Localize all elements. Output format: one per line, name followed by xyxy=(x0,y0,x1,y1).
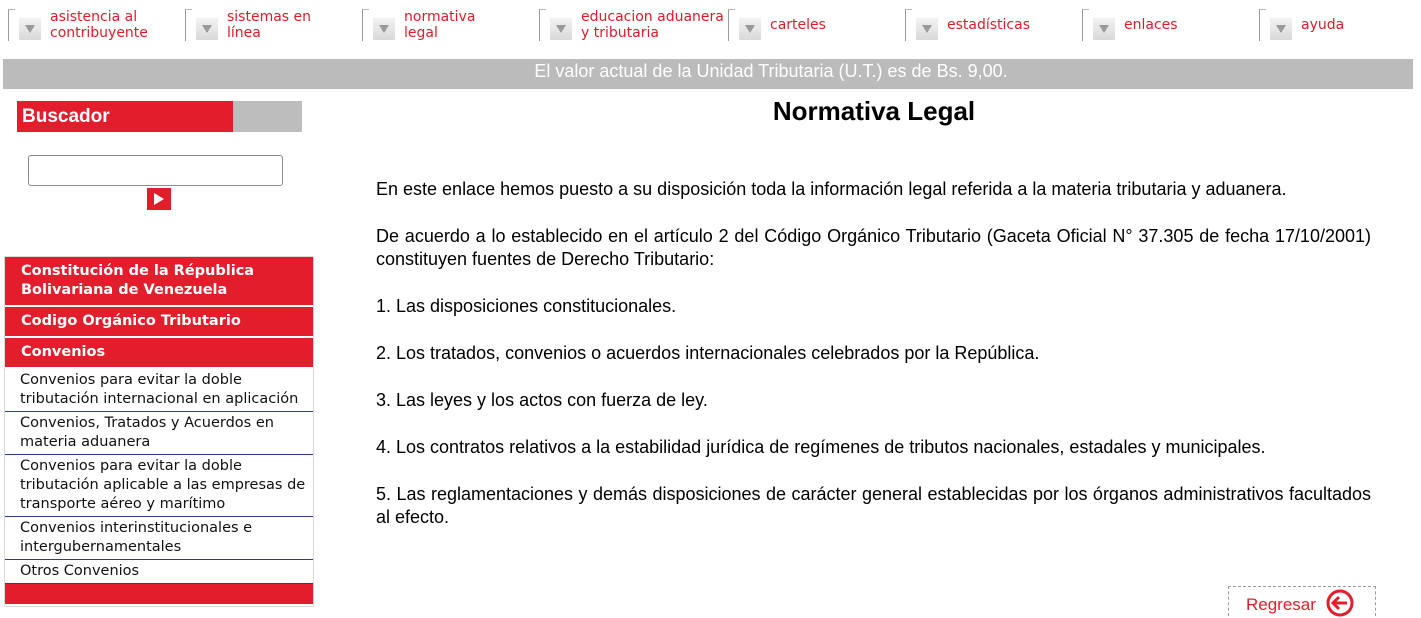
sidebar-item-convenios-transporte[interactable]: Convenios para evitar la doble tributación aplicable a las empresas de transporte aéreo y marítimo xyxy=(5,455,313,517)
source-item: 3. Las leyes y los actos con fuerza de ley. xyxy=(376,390,708,410)
nav-tab-divider xyxy=(905,9,912,41)
source-item: 2. Los tratados, convenios o acuerdos internacionales celebrados por la República. xyxy=(376,343,1040,363)
nav-tab-divider xyxy=(8,9,15,41)
back-arrow-circle-icon xyxy=(1325,588,1355,618)
triangle-down-icon xyxy=(550,18,572,40)
triangle-down-icon xyxy=(19,18,41,40)
sidebar-item-convenios-aduanera[interactable]: Convenios, Tratados y Acuerdos en materia aduanera xyxy=(5,412,313,455)
search-header xyxy=(17,101,302,132)
nav-label: asistencia al contribuyente xyxy=(50,9,148,41)
nav-item-ayuda[interactable] xyxy=(1259,5,1344,45)
nav-tab-divider xyxy=(539,9,546,41)
nav-tab-divider xyxy=(185,9,192,41)
triangle-down-icon xyxy=(739,18,761,40)
nav-label: enlaces xyxy=(1124,17,1178,33)
triangle-down-icon xyxy=(373,18,395,40)
triangle-down-icon xyxy=(1093,18,1115,40)
nav-item-normativa[interactable] xyxy=(362,5,475,45)
nav-label: estadísticas xyxy=(947,17,1030,33)
nav-label: normativa legal xyxy=(404,9,476,41)
search-title: Buscador xyxy=(17,101,233,132)
search-button[interactable] xyxy=(147,188,171,210)
nav-tab-divider xyxy=(728,9,735,41)
play-arrow-icon xyxy=(154,193,164,205)
search-input[interactable] xyxy=(28,155,283,186)
nav-label: educacion aduanera y tributaria xyxy=(581,9,724,41)
top-navigation xyxy=(0,0,1421,58)
triangle-down-icon xyxy=(1270,18,1292,40)
nav-tab-divider xyxy=(362,9,369,41)
nav-item-enlaces[interactable] xyxy=(1082,5,1178,45)
intro-paragraph: En este enlace hemos puesto a su disposición toda la información legal referida a la materia tributaria y aduanera. xyxy=(376,179,1287,199)
nav-item-sistemas[interactable] xyxy=(185,5,311,45)
nav-label: carteles xyxy=(770,17,826,33)
sidebar-item-otros-convenios[interactable]: Otros Convenios xyxy=(5,560,313,584)
tax-unit-banner: El valor actual de la Unidad Tributaria (U.T.) es de Bs. 9,00. xyxy=(3,59,1413,89)
nav-tab-divider xyxy=(1259,9,1266,41)
sidebar-item-convenios-doble-tributacion[interactable]: Convenios para evitar la doble tributación internacional en aplicación xyxy=(5,369,313,412)
sidebar-item-next[interactable] xyxy=(5,584,313,606)
nav-item-carteles[interactable] xyxy=(728,5,826,45)
back-label: Regresar xyxy=(1246,595,1316,614)
sidebar-item-convenios-interinstitucionales[interactable]: Convenios interinstitucionales e intergubernamentales xyxy=(5,517,313,560)
main-content xyxy=(376,178,1371,553)
sidebar-item-constitucion[interactable]: Constitución de la Républica Bolivariana de Venezuela xyxy=(5,257,313,307)
page-title: Normativa Legal xyxy=(772,96,976,126)
triangle-down-icon xyxy=(196,18,218,40)
source-item: 5. Las reglamentaciones y demás disposiciones de carácter general establecidas por los órganos administrativos facultados al efecto. xyxy=(376,484,1371,527)
nav-item-estadisticas[interactable] xyxy=(905,5,1030,45)
sidebar-item-codigo-organico[interactable]: Codigo Orgánico Tributario xyxy=(5,307,313,338)
nav-label: sistemas en línea xyxy=(227,9,312,41)
sidebar-menu xyxy=(4,256,314,607)
source-item: 1. Las disposiciones constitucionales. xyxy=(376,296,677,316)
source-item: 4. Los contratos relativos a la estabilidad jurídica de regímenes de tributos nacionales, estadales y municipales. xyxy=(376,437,1266,457)
nav-item-asistencia[interactable] xyxy=(8,5,148,45)
triangle-down-icon xyxy=(916,18,938,40)
nav-tab-divider xyxy=(1082,9,1089,41)
nav-item-educacion[interactable] xyxy=(539,5,724,45)
legal-basis-paragraph: De acuerdo a lo establecido en el artículo 2 del Código Orgánico Tributario (Gaceta Oficial N° 37.305 de fecha 17/10/2001) constituyen fuentes de Derecho Tributario: xyxy=(376,226,1371,269)
sidebar-item-convenios[interactable]: Convenios xyxy=(5,338,313,369)
back-button[interactable] xyxy=(1228,586,1376,616)
nav-label: ayuda xyxy=(1301,17,1345,33)
